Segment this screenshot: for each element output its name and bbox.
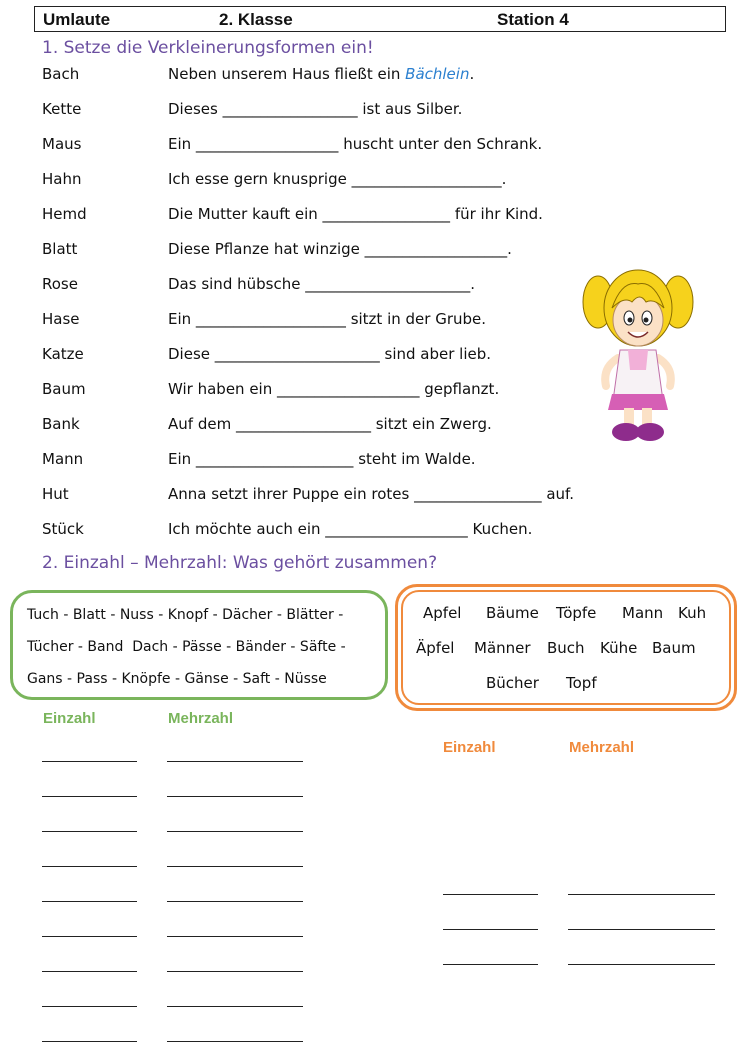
einzahl-answer-line[interactable] bbox=[42, 796, 137, 797]
einzahl-answer-line[interactable] bbox=[42, 1006, 137, 1007]
orange-box-word: Bücher bbox=[486, 674, 539, 692]
right-column-mehrzahl: Mehrzahl bbox=[569, 739, 635, 756]
base-word: Hahn bbox=[42, 170, 82, 188]
base-word: Hemd bbox=[42, 205, 87, 223]
sentence: Anna setzt ihrer Puppe ein rotes _________________ auf. bbox=[168, 485, 574, 503]
orange-box-word: Bäume bbox=[486, 604, 539, 622]
base-word: Bach bbox=[42, 65, 80, 83]
base-word: Kette bbox=[42, 100, 82, 118]
exercise-row bbox=[0, 135, 744, 165]
orange-box-word: Töpfe bbox=[556, 604, 597, 622]
sentence: Ein ___________________ huscht unter den Schrank. bbox=[168, 135, 543, 153]
einzahl-answer-line[interactable] bbox=[443, 894, 538, 895]
sentence: Auf dem __________________ sitzt ein Zwerg. bbox=[168, 415, 492, 433]
orange-box-word: Apfel bbox=[423, 604, 462, 622]
mehrzahl-answer-line[interactable] bbox=[167, 901, 303, 902]
einzahl-answer-line[interactable] bbox=[42, 761, 137, 762]
einzahl-answer-line[interactable] bbox=[42, 866, 137, 867]
exercise-row bbox=[0, 450, 744, 480]
left-column-mehrzahl: Mehrzahl bbox=[168, 710, 234, 727]
orange-box-word: Baum bbox=[652, 639, 696, 657]
section-1-title: 1. Setze die Verkleinerungsformen ein! bbox=[42, 38, 374, 58]
sentence: Dieses __________________ ist aus Silber. bbox=[168, 100, 463, 118]
einzahl-answer-line[interactable] bbox=[42, 1041, 137, 1042]
mehrzahl-answer-line[interactable] bbox=[568, 964, 715, 965]
sentence: Ich möchte auch ein ___________________ Kuchen. bbox=[168, 520, 533, 538]
sentence: Die Mutter kauft ein _________________ für ihr Kind. bbox=[168, 205, 543, 223]
header-grade: 2. Klasse bbox=[219, 10, 293, 29]
base-word: Rose bbox=[42, 275, 78, 293]
exercise-row bbox=[0, 205, 744, 235]
section-2-title: 2. Einzahl – Mehrzahl: Was gehört zusammen? bbox=[42, 553, 438, 573]
orange-box-word: Buch bbox=[547, 639, 585, 657]
einzahl-answer-line[interactable] bbox=[42, 901, 137, 902]
einzahl-answer-line[interactable] bbox=[443, 964, 538, 965]
base-word: Katze bbox=[42, 345, 84, 363]
sentence: Ein _____________________ steht im Walde. bbox=[168, 450, 476, 468]
orange-box-word: Männer bbox=[474, 639, 531, 657]
exercise-row bbox=[0, 65, 744, 95]
sentence: Diese ______________________ sind aber lieb. bbox=[168, 345, 492, 363]
einzahl-answer-line[interactable] bbox=[42, 971, 137, 972]
exercise-row bbox=[0, 100, 744, 130]
mehrzahl-answer-line[interactable] bbox=[167, 761, 303, 762]
mehrzahl-answer-line[interactable] bbox=[167, 971, 303, 972]
mehrzahl-answer-line[interactable] bbox=[167, 866, 303, 867]
example-answer: Bächlein bbox=[405, 65, 470, 83]
base-word: Maus bbox=[42, 135, 82, 153]
mehrzahl-answer-line[interactable] bbox=[167, 831, 303, 832]
orange-box-word: Äpfel bbox=[416, 639, 455, 657]
einzahl-answer-line[interactable] bbox=[443, 929, 538, 930]
orange-box-word: Topf bbox=[566, 674, 597, 692]
cartoon-girl-illustration bbox=[582, 258, 694, 444]
base-word: Hut bbox=[42, 485, 69, 503]
left-column-einzahl: Einzahl bbox=[43, 710, 96, 727]
sentence: Ein ____________________ sitzt in der Grube. bbox=[168, 310, 487, 328]
mehrzahl-answer-line[interactable] bbox=[167, 1006, 303, 1007]
base-word: Stück bbox=[42, 520, 84, 538]
base-word: Hase bbox=[42, 310, 80, 328]
einzahl-answer-line[interactable] bbox=[42, 831, 137, 832]
base-word: Blatt bbox=[42, 240, 78, 258]
mehrzahl-answer-line[interactable] bbox=[167, 796, 303, 797]
sentence bbox=[168, 65, 474, 83]
base-word: Mann bbox=[42, 450, 84, 468]
base-word: Baum bbox=[42, 380, 86, 398]
header-station: Station 4 bbox=[497, 10, 569, 29]
orange-box-word: Mann bbox=[622, 604, 664, 622]
einzahl-answer-line[interactable] bbox=[42, 936, 137, 937]
sentence: Das sind hübsche ______________________. bbox=[168, 275, 475, 293]
exercise-row bbox=[0, 170, 744, 200]
right-column-einzahl: Einzahl bbox=[443, 739, 496, 756]
green-box-line: Gans - Pass - Knöpfe - Gänse - Saft - Nüsse bbox=[27, 671, 327, 687]
header-topic: Umlaute bbox=[43, 10, 111, 29]
exercise-row bbox=[0, 485, 744, 515]
mehrzahl-answer-line[interactable] bbox=[167, 936, 303, 937]
green-box-line: Tuch - Blatt - Nuss - Knopf - Dächer - Blätter - bbox=[27, 607, 344, 623]
mehrzahl-answer-line[interactable] bbox=[568, 929, 715, 930]
orange-box-word: Kuh bbox=[678, 604, 707, 622]
worksheet-header bbox=[34, 6, 726, 32]
base-word: Bank bbox=[42, 415, 80, 433]
mehrzahl-answer-line[interactable] bbox=[167, 1041, 303, 1042]
sentence: Ich esse gern knusprige ____________________. bbox=[168, 170, 507, 188]
orange-box-word: Kühe bbox=[600, 639, 638, 657]
mehrzahl-answer-line[interactable] bbox=[568, 894, 715, 895]
exercise-row bbox=[0, 520, 744, 550]
sentence-end: . bbox=[469, 65, 475, 83]
green-box-line: Tücher - Band Dach - Pässe - Bänder - Säfte - bbox=[27, 639, 346, 655]
sentence: Diese Pflanze hat winzige ___________________. bbox=[168, 240, 512, 258]
sentence: Wir haben ein ___________________ gepflanzt. bbox=[168, 380, 500, 398]
sentence-start: Neben unserem Haus fließt ein bbox=[168, 65, 406, 83]
